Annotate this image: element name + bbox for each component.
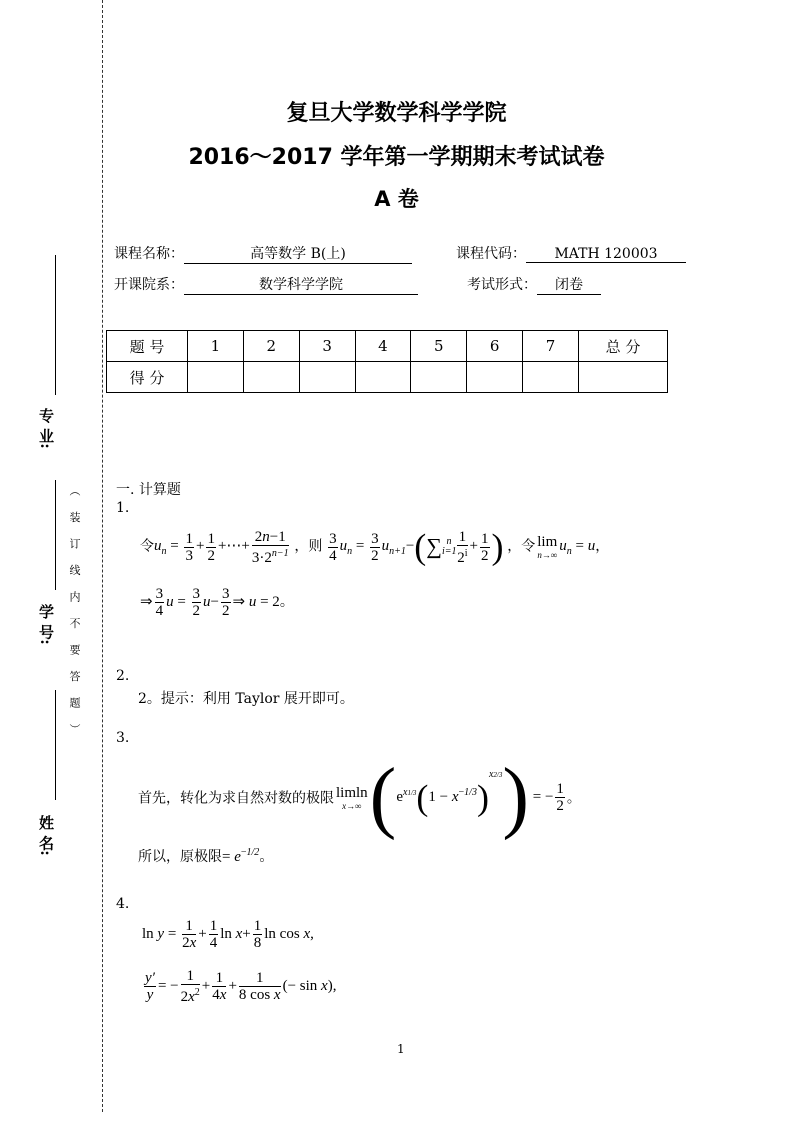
q1-ling: 令 (140, 538, 154, 555)
q2-text: 2。提示：利用 Taylor 展开即可。 (138, 691, 354, 707)
score-cell[interactable] (467, 362, 523, 393)
question-number: 5 (411, 331, 467, 362)
exam-type-label: 考试形式： (467, 277, 537, 293)
term-title: 2016～2017 学年第一学期期末考试试卷 (188, 145, 605, 170)
score-cell[interactable] (355, 362, 411, 393)
q1-tail: ， (595, 538, 610, 555)
binding-note: （ 装 订 线 内 不 要 答 题 ） (68, 485, 81, 741)
q1-line2 (140, 586, 294, 619)
dept-value: 数学科学学院 (184, 274, 418, 295)
page-number: 1 (397, 1042, 405, 1056)
total-score-cell[interactable] (579, 362, 668, 393)
q2-number: 2. (116, 668, 130, 684)
score-header-row (107, 331, 668, 362)
score-cell[interactable] (243, 362, 299, 393)
score-cell[interactable] (411, 362, 467, 393)
name-underline (55, 690, 56, 800)
course-code-value: MATH 120003 (526, 246, 686, 263)
q3-line1 (138, 752, 581, 843)
school-title: 复旦大学数学科学学院 (286, 101, 507, 126)
question-number: 6 (467, 331, 523, 362)
score-table (106, 330, 668, 393)
question-number: 3 (299, 331, 355, 362)
course-code-label: 课程代码： (456, 246, 526, 262)
question-number: 2 (243, 331, 299, 362)
q1-formula-a: $u_n$ = $\frac{1}{3}$ + $\frac{1}{2}$ +⋯+ $\frac{2n-1}{3\cdot 2^{n-1}}$ (154, 528, 289, 566)
question-number: 1 (188, 331, 244, 362)
q3-intro: 首先，转化为求自然对数的极限 (138, 790, 334, 807)
q3-formula: limln x→∞ $(e^{x1/3}(1 - x^{-1/3})^{x2/3})$ = − $\frac{1}{2}$ (336, 753, 564, 841)
score-cell[interactable] (188, 362, 244, 393)
dept-row (114, 274, 418, 295)
student-id-underline (55, 480, 56, 590)
score-header-label: 题 号 (107, 331, 188, 362)
exam-type-value: 闭卷 (537, 274, 601, 295)
q1-ze: ，则 (294, 538, 323, 555)
q4-line2 (142, 968, 336, 1005)
q3-number: 3. (116, 730, 130, 746)
q4-line1 (142, 918, 314, 951)
exam-type-row (467, 274, 601, 295)
q1-line1 (140, 526, 609, 568)
score-row-label: 得 分 (107, 362, 188, 393)
q1-formula-b: $\frac{3}{4}$ $u_n$ = $\frac{3}{2}$ $u_{n+1}-(\sum_{i=1}^n$ $\frac{1}{2^i}$ + $\frac{1}{2}$ ) (329, 527, 504, 567)
q3-result: = $e^{-1/2}$ (222, 847, 260, 865)
name-label: 姓 名: (37, 815, 55, 856)
q4-formula-b: $\frac{y'}{y}$ = − $\frac{1}{2x^2}$ + $\frac{1}{4x}$ + $\frac{1}{\text{8 cos x}}$ (− sin x), (145, 968, 337, 1005)
course-name-row (114, 243, 412, 264)
q4-formula-a: ln y = $\frac{1}{2x}$ + $\frac{1}{4}$ ln x+ $\frac{1}{8}$ ln cos x, (142, 918, 314, 951)
q1-formula-d: ⇒ $\frac{3}{4}$ u = $\frac{3}{2}$ u− $\frac{3}{2}$ ⇒ u = 2 (140, 586, 280, 619)
course-name-value: 高等数学 B(上) (184, 243, 412, 264)
q3-line2 (138, 846, 273, 866)
question-number: 7 (523, 331, 579, 362)
q3-end: 。 (566, 790, 581, 807)
score-cell[interactable] (299, 362, 355, 393)
q3-so: 所以，原极限 (138, 849, 222, 865)
question-number: 4 (355, 331, 411, 362)
major-underline (55, 255, 56, 395)
total-header: 总 分 (579, 331, 668, 362)
course-code-row (456, 243, 686, 263)
major-label: 专 业: (37, 408, 55, 449)
student-id-label: 学 号: (37, 604, 55, 645)
dept-label: 开课院系： (114, 277, 184, 293)
q4-number: 4. (116, 896, 130, 912)
score-cell[interactable] (523, 362, 579, 393)
paper-title: A 卷 (374, 187, 419, 211)
q1-formula-c: lim n→∞ $u_n = u$ (537, 534, 596, 560)
q1-number: 1. (116, 500, 130, 516)
section-title: 一. 计算题 (116, 482, 181, 498)
course-name-label: 课程名称： (114, 246, 184, 262)
q1-ling2: ，令 (507, 538, 536, 555)
q3-end2: 。 (259, 849, 274, 865)
score-value-row (107, 362, 668, 393)
q1-end: 。 (279, 593, 294, 610)
